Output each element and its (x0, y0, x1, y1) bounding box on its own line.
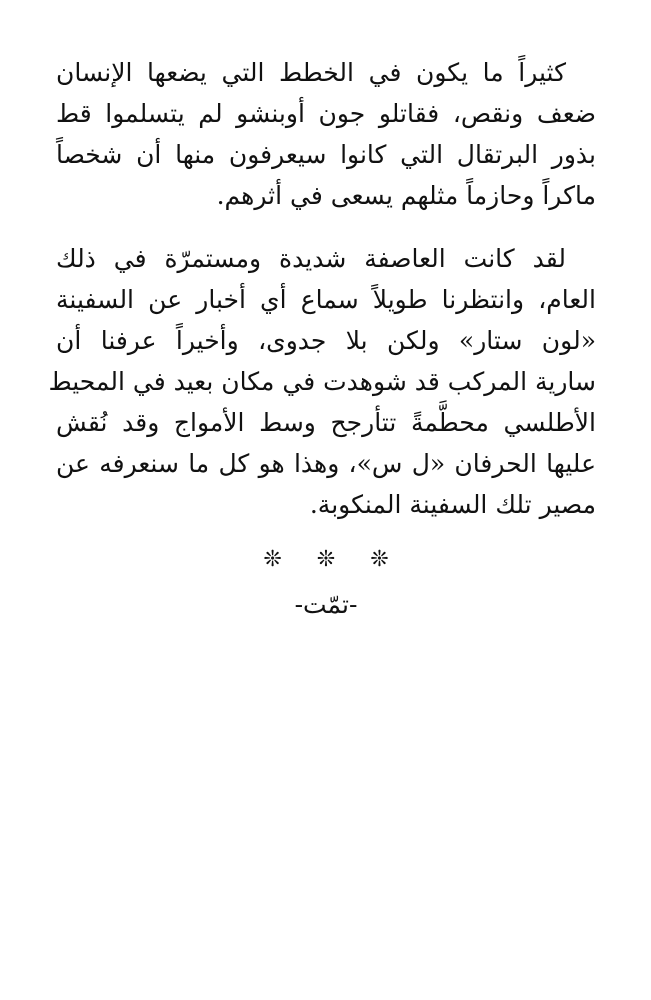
section-separator (56, 545, 596, 575)
paragraph-2 (48, 238, 596, 525)
asterism-icon: ❊ (316, 547, 336, 572)
text-line: كثيراً ما يكون في الخطط التي يضعها الإنسان (56, 58, 566, 87)
text-line: عليها الحرفان «ل س»، وهذا هو كل ما سنعرفه عن (56, 449, 596, 478)
text-line: سارية المركب قد شوهدت في مكان بعيد في المحيط (48, 367, 596, 396)
text-line: مصير تلك السفينة المنكوبة. (309, 490, 596, 519)
book-page (48, 52, 596, 623)
text-line: ضعف ونقص، فقاتلو جون أوبنشو لم يتسلموا قط (56, 99, 596, 128)
paragraph-1 (56, 52, 596, 216)
text-line: ماكراً وحازماً مثلهم يسعى في أثرهم. (216, 181, 596, 210)
end-mark: -تمّت- (294, 590, 358, 619)
text-line: «لون ستار» ولكن بلا جدوى، وأخيراً عرفنا أن (56, 326, 596, 355)
text-line: بذور البرتقال التي كانوا سيعرفون منها أن شخصاً (56, 140, 596, 169)
text-line: لقد كانت العاصفة شديدة ومستمرّة في ذلك (56, 244, 566, 273)
asterism-icon: ❊ (263, 547, 282, 572)
text-line: الأطلسي محطَّمةً تتأرجح وسط الأمواج وقد نُقش (56, 408, 596, 437)
asterism-icon: ❊ (370, 547, 389, 572)
text-line: العام، وانتظرنا طويلاً سماع أي أخبار عن السفينة (56, 285, 596, 314)
paragraph-gap (56, 216, 596, 238)
